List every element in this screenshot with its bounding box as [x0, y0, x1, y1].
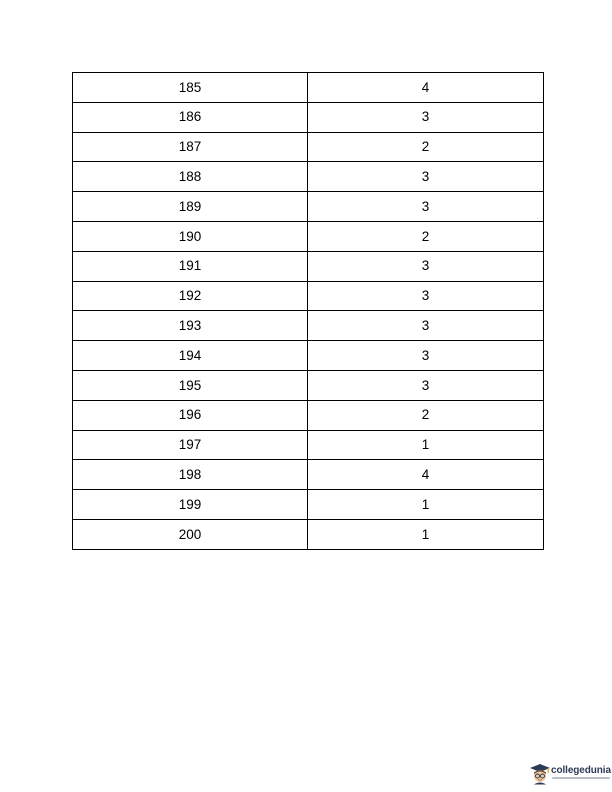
table-row	[73, 162, 544, 192]
question-number-cell: 195	[73, 370, 308, 400]
question-number-cell: 194	[73, 341, 308, 371]
table-row	[73, 311, 544, 341]
question-number-cell: 188	[73, 162, 308, 192]
table-row	[73, 221, 544, 251]
table-row	[73, 132, 544, 162]
question-number-cell: 200	[73, 519, 308, 549]
answer-cell: 3	[308, 281, 544, 311]
answer-cell: 3	[308, 251, 544, 281]
question-number-cell: 199	[73, 490, 308, 520]
table-row	[73, 281, 544, 311]
answer-cell: 2	[308, 132, 544, 162]
table-row	[73, 192, 544, 222]
answer-key-table	[72, 72, 544, 550]
question-number-cell: 189	[73, 192, 308, 222]
brand-tagline-line	[552, 777, 610, 779]
question-number-cell: 187	[73, 132, 308, 162]
question-number-cell: 185	[73, 73, 308, 103]
brand-name: collegedunia	[551, 765, 611, 776]
answer-cell: 4	[308, 460, 544, 490]
question-number-cell: 197	[73, 430, 308, 460]
table-row	[73, 430, 544, 460]
question-number-cell: 193	[73, 311, 308, 341]
answer-cell: 2	[308, 400, 544, 430]
answer-cell: 2	[308, 221, 544, 251]
question-number-cell: 196	[73, 400, 308, 430]
table-row	[73, 370, 544, 400]
table-row	[73, 400, 544, 430]
collegedunia-logo	[529, 761, 612, 787]
answer-cell: 1	[308, 490, 544, 520]
table-row	[73, 341, 544, 371]
answer-cell: 3	[308, 341, 544, 371]
question-number-cell: 192	[73, 281, 308, 311]
answer-cell: 3	[308, 311, 544, 341]
mascot-graduate-icon	[529, 763, 551, 785]
answer-cell: 4	[308, 73, 544, 103]
answer-cell: 1	[308, 519, 544, 549]
question-number-cell: 190	[73, 221, 308, 251]
answer-cell: 3	[308, 370, 544, 400]
table-row	[73, 460, 544, 490]
question-number-cell: 186	[73, 102, 308, 132]
question-number-cell: 191	[73, 251, 308, 281]
table-row	[73, 102, 544, 132]
table-row	[73, 519, 544, 549]
answer-cell: 3	[308, 162, 544, 192]
table-row	[73, 490, 544, 520]
table-row	[73, 251, 544, 281]
answer-cell: 3	[308, 102, 544, 132]
answer-key-body	[73, 73, 544, 550]
answer-cell: 1	[308, 430, 544, 460]
answer-cell: 3	[308, 192, 544, 222]
question-number-cell: 198	[73, 460, 308, 490]
table-row	[73, 73, 544, 103]
